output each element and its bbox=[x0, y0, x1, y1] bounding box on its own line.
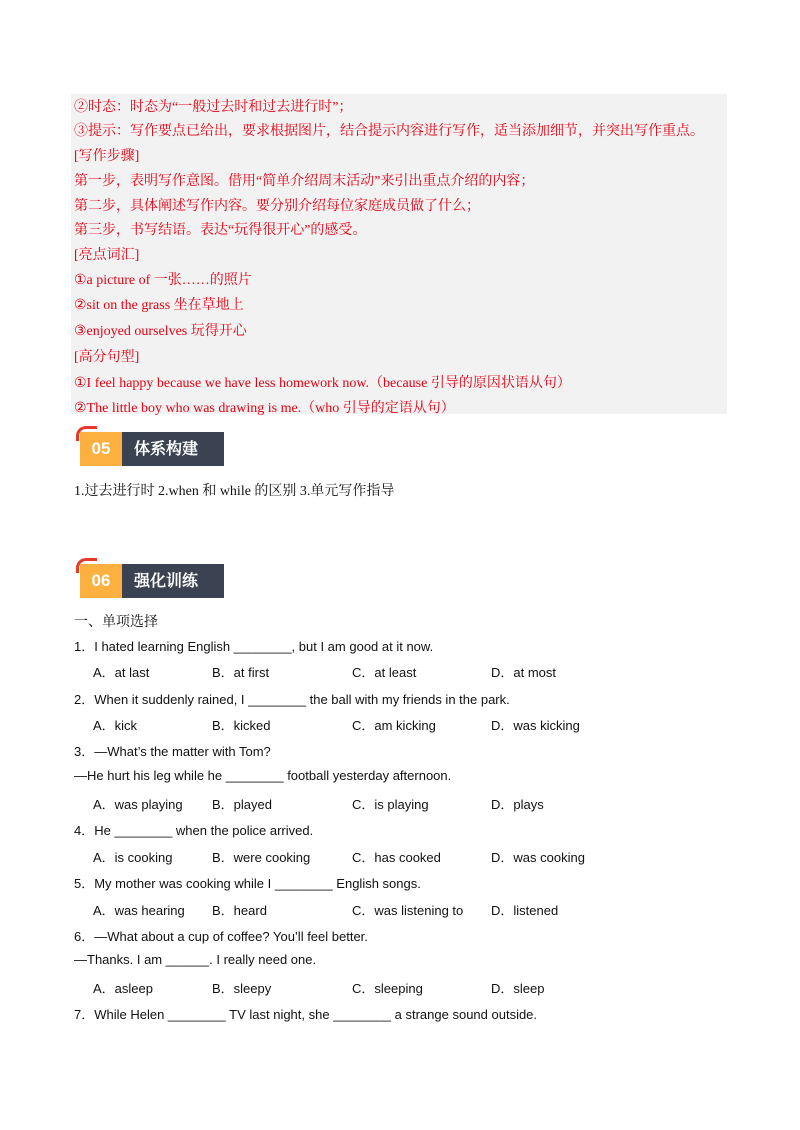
guide-line: 第二步，具体阐述写作内容。要分别介绍每位家庭成员做了什么； bbox=[74, 199, 480, 214]
question-5: 5．My mother was cooking while I ________ English songs. bbox=[74, 876, 421, 891]
section-05-content: 1.过去进行时 2.when 和 while 的区别 3.单元写作指导 bbox=[74, 484, 395, 499]
option-a: A．at last bbox=[93, 665, 150, 680]
guide-line: ①a picture of 一张……的照片 bbox=[74, 273, 252, 288]
option-d: D．was kicking bbox=[491, 718, 580, 733]
question-4: 4．He ________ when the police arrived. bbox=[74, 823, 314, 838]
option-d: D．plays bbox=[491, 797, 544, 812]
option-b: B．played bbox=[212, 797, 272, 812]
section-05-banner bbox=[80, 432, 224, 466]
part-title: 一、单项选择 bbox=[74, 615, 158, 630]
option-a: A．is cooking bbox=[93, 850, 173, 865]
option-c: C．at least bbox=[352, 665, 417, 680]
guide-heading: [写作步骤] bbox=[74, 149, 140, 164]
guide-heading: [高分句型] bbox=[74, 350, 140, 365]
question-2: 2．When it suddenly rained, I ________ the ball with my friends in the park. bbox=[74, 692, 510, 707]
guide-heading: [亮点词汇] bbox=[74, 248, 140, 263]
option-a: A．was hearing bbox=[93, 903, 185, 918]
option-b: B．heard bbox=[212, 903, 267, 918]
option-b: B．were cooking bbox=[212, 850, 311, 865]
guide-line: ①I feel happy because we have less homework now.（because 引导的原因状语从句） bbox=[74, 376, 571, 391]
guide-line: ②The little boy who was drawing is me.（who 引导的定语从句） bbox=[74, 401, 455, 416]
option-c: C．was listening to bbox=[352, 903, 464, 918]
option-c: C．is playing bbox=[352, 797, 429, 812]
guide-line: ②sit on the grass 坐在草地上 bbox=[74, 298, 244, 313]
writing-guide-box bbox=[71, 94, 727, 414]
option-d: D．at most bbox=[491, 665, 557, 680]
question-6: 6．—What about a cup of coffee? You’ll feel better. bbox=[74, 929, 368, 944]
section-title: 强化训练 bbox=[122, 564, 224, 598]
option-d: D．listened bbox=[491, 903, 559, 918]
guide-line: ③enjoyed ourselves 玩得开心 bbox=[74, 324, 247, 339]
option-b: B．sleepy bbox=[212, 981, 272, 996]
guide-line: 第一步，表明写作意图。借用“简单介绍周末活动”来引出重点介绍的内容； bbox=[74, 174, 535, 189]
guide-line: ③提示：写作要点已给出，要求根据图片，结合提示内容进行写作，适当添加细节，并突出写作重点。 bbox=[74, 124, 704, 139]
question-3-response: —He hurt his leg while he ________ football yesterday afternoon. bbox=[74, 768, 452, 783]
option-d: D．sleep bbox=[491, 981, 545, 996]
option-c: C．has cooked bbox=[352, 850, 441, 865]
guide-line: 第三步，书写结语。表达“玩得很开心”的感受。 bbox=[74, 223, 367, 238]
section-06-banner bbox=[80, 564, 224, 598]
question-3: 3．—What’s the matter with Tom? bbox=[74, 744, 271, 759]
question-1: 1．I hated learning English ________, but I am good at it now. bbox=[74, 639, 434, 654]
section-number: 05 bbox=[80, 432, 122, 466]
option-a: A．was playing bbox=[93, 797, 183, 812]
section-title: 体系构建 bbox=[122, 432, 224, 466]
option-a: A．kick bbox=[93, 718, 138, 733]
question-6-response: —Thanks. I am ______. I really need one. bbox=[74, 952, 317, 967]
option-c: C．sleeping bbox=[352, 981, 423, 996]
option-d: D．was cooking bbox=[491, 850, 585, 865]
guide-line: ②时态：时态为“一般过去时和过去进行时”； bbox=[74, 100, 353, 115]
section-number: 06 bbox=[80, 564, 122, 598]
option-b: B．at first bbox=[212, 665, 270, 680]
option-b: B．kicked bbox=[212, 718, 271, 733]
option-a: A．asleep bbox=[93, 981, 153, 996]
option-c: C．am kicking bbox=[352, 718, 436, 733]
question-7: 7．While Helen ________ TV last night, she ________ a strange sound outside. bbox=[74, 1007, 538, 1022]
